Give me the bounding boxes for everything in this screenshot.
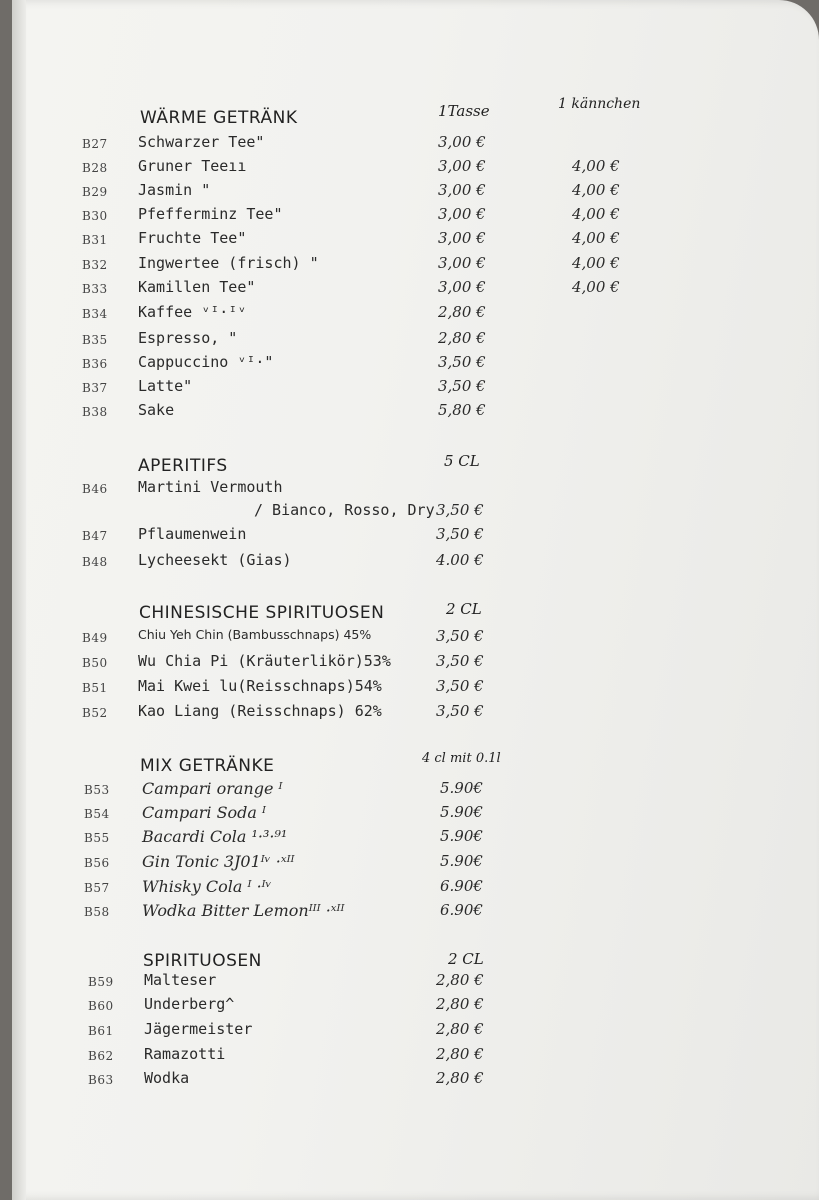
item-code: B50 — [82, 656, 108, 670]
item-price: 2,80 € — [436, 1020, 484, 1038]
menu-row — [12, 901, 819, 925]
item-code: B48 — [82, 555, 108, 569]
item-code: B33 — [82, 282, 108, 296]
item-price: 2,80 € — [436, 995, 484, 1013]
item-name: Kamillen Tee" — [138, 278, 256, 296]
item-name: Pfefferminz Tee" — [138, 205, 283, 223]
item-price-pot: 4,00 € — [572, 254, 620, 272]
item-name: Schwarzer Tee" — [138, 133, 265, 151]
menu-row — [12, 377, 819, 401]
menu-row — [12, 677, 819, 701]
item-price: 2,80 € — [438, 329, 486, 347]
section-title-spirits: SPIRITUOSEN — [143, 951, 262, 971]
item-code: B36 — [82, 357, 108, 371]
item-price: 3,50 € — [438, 353, 486, 371]
item-name: Campari Soda ᴵ — [142, 803, 267, 822]
item-code: B53 — [84, 783, 110, 797]
item-name: / Bianco, Rosso, Dry — [254, 501, 435, 519]
section-title-warm: WÄRME GETRÄNK — [140, 108, 298, 128]
menu-row — [12, 157, 819, 181]
section-title-chinese: CHINESISCHE SPIRITUOSEN — [139, 603, 385, 623]
item-price: 3,50 € — [436, 525, 484, 543]
menu-row — [12, 1020, 819, 1044]
item-name: Kao Liang (Reisschnaps) 62% — [138, 702, 382, 720]
item-name: Campari orange ᴵ — [142, 779, 283, 798]
menu-row — [12, 401, 819, 425]
item-name: Wodka Bitter Lemonᴵᴵᴵ ·ˣᴵᴵ — [142, 901, 345, 920]
item-name: Ramazotti — [144, 1045, 226, 1063]
item-name: Gin Tonic 3J01ᴵᵛ ·ˣᴵᴵ — [142, 852, 295, 871]
item-price: 3,50 € — [438, 377, 486, 395]
menu-row — [12, 329, 819, 353]
menu-row — [12, 254, 819, 278]
item-code: B55 — [84, 831, 110, 845]
item-name: Jasmin " — [138, 181, 211, 199]
item-name: Jägermeister — [144, 1020, 253, 1038]
item-name: Mai Kwei lu(Reisschnaps)54% — [138, 677, 382, 695]
item-price: 5.90€ — [440, 779, 483, 797]
item-code: B49 — [82, 631, 108, 645]
menu-row — [12, 779, 819, 803]
item-code: B56 — [84, 856, 110, 870]
item-name: Wu Chia Pi (Kräuterlikör)53% — [138, 652, 391, 670]
item-code: B47 — [82, 529, 108, 543]
item-price: 2,80 € — [436, 971, 484, 989]
item-code: B62 — [88, 1049, 114, 1063]
menu-row — [12, 971, 819, 995]
menu-row — [12, 877, 819, 901]
item-name: Pflaumenwein — [138, 525, 247, 543]
item-price: 3,00 € — [438, 133, 486, 151]
menu-row — [12, 353, 819, 377]
menu-row — [12, 205, 819, 229]
item-price: 3,00 € — [438, 278, 486, 296]
item-code: B51 — [82, 681, 108, 695]
col-head-chinese: 2 CL — [446, 600, 482, 618]
item-code: B32 — [82, 258, 108, 272]
item-code: B61 — [88, 1024, 114, 1038]
menu-row — [12, 652, 819, 676]
item-code: B60 — [88, 999, 114, 1013]
item-code: B38 — [82, 405, 108, 419]
item-price: 5.90€ — [440, 852, 483, 870]
item-price-pot: 4,00 € — [572, 157, 620, 175]
item-price: 5,80 € — [438, 401, 486, 419]
item-code: B52 — [82, 706, 108, 720]
menu-row — [12, 229, 819, 253]
item-name: Cappuccino ᵛᴵ·" — [138, 353, 274, 371]
section-title-aperitifs: APERITIFS — [138, 456, 228, 476]
item-code: B54 — [84, 807, 110, 821]
item-price: 3,50 € — [436, 627, 484, 645]
item-code: B29 — [82, 185, 108, 199]
item-price-pot: 4,00 € — [572, 229, 620, 247]
item-name: Wodka — [144, 1069, 190, 1087]
menu-row — [12, 852, 819, 876]
item-code: B37 — [82, 381, 108, 395]
item-price: 6.90€ — [440, 901, 483, 919]
item-code: B46 — [82, 482, 108, 496]
menu-row — [12, 995, 819, 1019]
menu-row — [12, 278, 819, 302]
item-name: Chiu Yeh Chin (Bambusschnaps) 45% — [138, 627, 372, 642]
item-price-pot: 4,00 € — [572, 205, 620, 223]
menu-row — [12, 303, 819, 327]
col-head-pot: 1 kännchen — [558, 96, 641, 112]
item-name: Martini Vermouth — [138, 478, 283, 496]
menu-row — [12, 525, 819, 549]
menu-row — [12, 478, 819, 502]
item-code: B34 — [82, 307, 108, 321]
item-price: 3,00 € — [438, 205, 486, 223]
col-head-mix: 4 cl mit 0.1l — [422, 751, 501, 766]
menu-row — [12, 803, 819, 827]
item-price: 3,50 € — [436, 702, 484, 720]
item-code: B30 — [82, 209, 108, 223]
item-name: Gruner Teeıı — [138, 157, 247, 175]
item-price: 5.90€ — [440, 803, 483, 821]
item-price: 2,80 € — [436, 1069, 484, 1087]
menu-row — [12, 1045, 819, 1069]
section-title-mix: MIX GETRÄNKE — [140, 756, 275, 776]
item-price: 3,00 € — [438, 254, 486, 272]
item-name: Bacardi Cola ¹·³·⁹¹ — [142, 827, 288, 846]
item-price: 4.00 € — [436, 551, 484, 569]
item-price: 6.90€ — [440, 877, 483, 895]
item-code: B28 — [82, 161, 108, 175]
col-head-aperitifs: 5 CL — [444, 452, 480, 470]
item-code: B31 — [82, 233, 108, 247]
item-name: Kaffee ᵛᴵ·ᴵᵛ — [138, 303, 247, 321]
col-head-spirits: 2 CL — [448, 950, 484, 968]
item-price: 3,50 € — [436, 652, 484, 670]
item-name: Ingwertee (frisch) " — [138, 254, 319, 272]
item-name: Lycheesekt (Gias) — [138, 551, 292, 569]
menu-row — [12, 501, 819, 525]
item-name: Sake — [138, 401, 175, 419]
menu-row — [12, 627, 819, 651]
item-name: Espresso, " — [138, 329, 238, 347]
item-code: B27 — [82, 137, 108, 151]
item-price: 3,50 € — [436, 677, 484, 695]
menu-row — [12, 827, 819, 851]
item-price: 2,80 € — [436, 1045, 484, 1063]
item-price-pot: 4,00 € — [572, 278, 620, 296]
item-code: B35 — [82, 333, 108, 347]
item-code: B58 — [84, 905, 110, 919]
item-name: Latte" — [138, 377, 193, 395]
item-price: 5.90€ — [440, 827, 483, 845]
item-price: 3,50 € — [436, 501, 484, 519]
item-price-pot: 4,00 € — [572, 181, 620, 199]
item-price: 2,80 € — [438, 303, 486, 321]
item-name: Underberg^ — [144, 995, 235, 1013]
menu-page — [12, 0, 819, 1200]
item-code: B59 — [88, 975, 114, 989]
item-name: Whisky Cola ᴵ ·ᴵᵛ — [142, 877, 272, 896]
menu-row — [12, 702, 819, 726]
item-price: 3,00 € — [438, 157, 486, 175]
menu-row — [12, 551, 819, 575]
menu-row — [12, 181, 819, 205]
item-code: B57 — [84, 881, 110, 895]
item-name: Malteser — [144, 971, 217, 989]
col-head-cup: 1Tasse — [438, 102, 490, 120]
item-price: 3,00 € — [438, 181, 486, 199]
menu-row — [12, 1069, 819, 1093]
item-code: B63 — [88, 1073, 114, 1087]
item-name: Fruchte Tee" — [138, 229, 247, 247]
item-price: 3,00 € — [438, 229, 486, 247]
menu-row — [12, 133, 819, 157]
